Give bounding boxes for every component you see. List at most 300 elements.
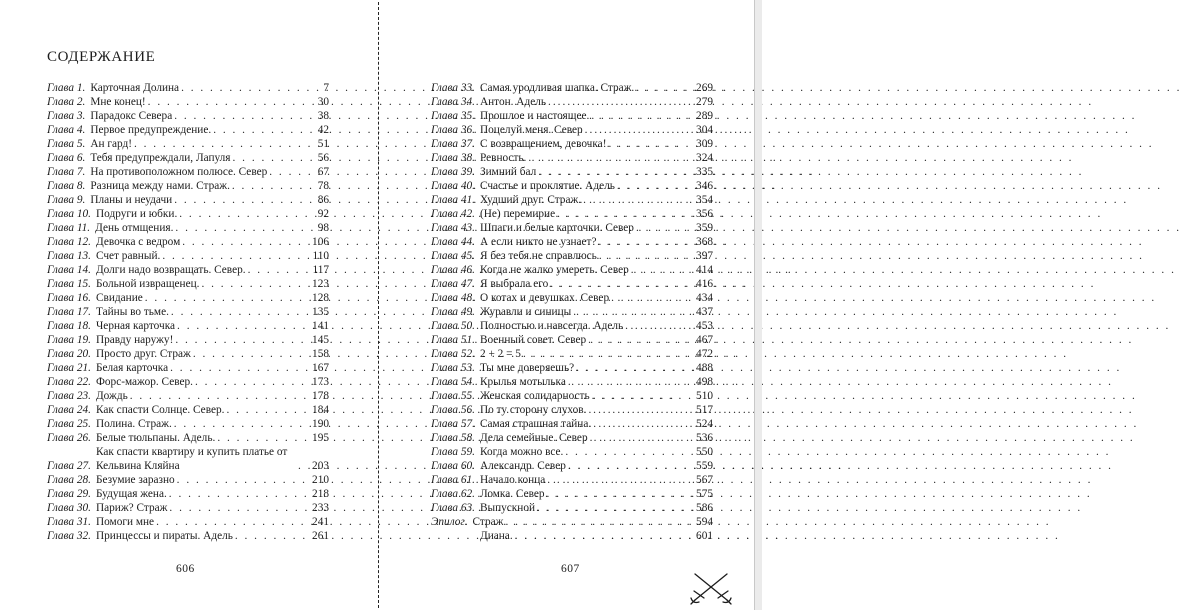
chapter-page: 498 — [696, 376, 713, 388]
chapter-title: Счастье и проклятие. Адель — [479, 180, 615, 192]
chapter-page: 517 — [696, 404, 713, 416]
chapter-number: Глава 20. — [47, 348, 91, 360]
chapter-number: Глава 63. — [431, 502, 475, 514]
chapter-number: Глава 43. — [431, 222, 475, 234]
chapter-title: Просто друг. Страж — [95, 348, 191, 360]
toc-entry — [47, 431, 329, 445]
toc-entry — [431, 193, 713, 207]
dot-leader — [535, 501, 696, 515]
chapter-title: Девочка с ведром — [95, 236, 181, 248]
chapter-page: 92 — [317, 208, 329, 220]
chapter-number: Глава 25. — [47, 418, 91, 430]
toc-entry — [431, 375, 713, 389]
page-number-left: 606 — [176, 563, 195, 575]
chapter-title: Дождь — [95, 390, 128, 402]
chapter-title: Париж? Страж — [95, 502, 168, 514]
chapter-page: 78 — [317, 180, 329, 192]
right-page — [380, 0, 754, 610]
toc-entry — [431, 459, 713, 473]
toc-entry — [47, 333, 329, 347]
chapter-number: Глава 51. — [431, 334, 475, 346]
chapter-page: 135 — [312, 306, 329, 318]
chapter-number: Глава 39. — [431, 166, 475, 178]
chapter-title: Планы и неудачи — [90, 194, 173, 206]
chapter-title: Принцессы и пираты. Адель — [95, 530, 233, 542]
dot-leader — [629, 263, 696, 277]
chapter-number: Глава 55. — [431, 390, 475, 402]
dot-leader — [588, 431, 696, 445]
dot-leader — [589, 109, 696, 123]
chapter-title: Мне конец! — [90, 96, 146, 108]
chapter-title: Начало конца — [479, 474, 546, 486]
chapter-title: Счет равный. — [95, 250, 161, 262]
chapter-page: 309 — [696, 138, 713, 150]
toc-entry — [431, 445, 713, 459]
chapter-number: Глава 50. — [431, 320, 475, 332]
toc-entry — [47, 389, 329, 403]
toc-entry — [431, 529, 713, 543]
chapter-title: Я без тебя не справлюсь — [479, 250, 597, 262]
chapter-number: Глава 49. — [431, 306, 475, 318]
chapter-page: 158 — [312, 348, 329, 360]
chapter-number: Глава 29. — [47, 488, 91, 500]
chapter-title: Военный совет. Север — [479, 334, 587, 346]
chapter-page: 324 — [696, 152, 713, 164]
toc-entry — [431, 487, 713, 501]
dot-leader — [146, 95, 318, 109]
chapter-number: Глава 45. — [431, 250, 475, 262]
chapter-page: 359 — [696, 222, 713, 234]
toc-entry — [431, 431, 713, 445]
chapter-number: Глава 18. — [47, 320, 91, 332]
dot-leader — [566, 459, 696, 473]
toc-entry — [47, 123, 329, 137]
chapter-page: 190 — [312, 418, 329, 430]
chapter-number: Глава 30. — [47, 502, 91, 514]
chapter-page: 106 — [312, 236, 329, 248]
chapter-page: 472 — [696, 348, 713, 360]
toc-entry — [47, 165, 329, 179]
toc-entry — [431, 109, 713, 123]
chapter-number: Глава 23. — [47, 390, 91, 402]
chapter-title: Парадокс Севера — [90, 110, 173, 122]
chapter-page: 559 — [696, 460, 713, 472]
chapter-title: Ломка. Север — [479, 488, 545, 500]
chapter-page: 203 — [312, 460, 329, 472]
chapter-number: Глава 31. — [47, 516, 91, 528]
toc-entry — [47, 137, 329, 151]
chapter-number: Глава 3. — [47, 110, 86, 122]
toc-entry — [47, 95, 329, 109]
toc-entry — [47, 81, 329, 95]
chapter-number: Глава 8. — [47, 180, 86, 192]
chapter-page: 7 — [323, 82, 329, 94]
toc-entry — [47, 277, 329, 291]
toc-entry — [47, 151, 329, 165]
chapter-number: Глава 11. — [47, 222, 91, 234]
chapter-number: Глава 14. — [47, 264, 91, 276]
chapter-number: Глава 4. — [47, 124, 86, 136]
toc-entry — [47, 221, 329, 235]
chapter-number: Глава 47. — [431, 278, 475, 290]
chapter-title: Поцелуй меня. Север — [479, 124, 583, 136]
chapter-number: Глава 1. — [47, 82, 86, 94]
toc-entry — [47, 291, 329, 305]
toc-entry — [47, 403, 329, 417]
toc-entry — [431, 137, 713, 151]
chapter-page: 241 — [312, 516, 329, 528]
chapter-title: Дела семейные. Север — [479, 432, 588, 444]
toc-entry — [431, 235, 713, 249]
dot-leader — [634, 221, 696, 235]
chapter-page: 98 — [317, 222, 329, 234]
chapter-title: (Не) перемирие — [479, 208, 556, 220]
chapter-page: 488 — [696, 362, 713, 374]
toc-entry — [47, 501, 329, 515]
chapter-title: Антон. Адель — [479, 96, 547, 108]
chapter-title: Карточная Долина — [90, 82, 180, 94]
dot-leader — [606, 137, 696, 151]
chapter-title: Ревность. — [479, 152, 527, 164]
toc-entry — [47, 193, 329, 207]
toc-list-left — [47, 81, 329, 543]
toc-entry — [47, 473, 329, 487]
chapter-page: 467 — [696, 334, 713, 346]
chapter-page: 434 — [696, 292, 713, 304]
toc-entry — [47, 319, 329, 333]
dot-leader — [591, 417, 696, 431]
chapter-title: А если никто не узнает? — [479, 236, 597, 248]
toc-entry — [431, 333, 713, 347]
chapter-title: Диана. — [480, 530, 513, 542]
chapter-page: 110 — [312, 250, 329, 262]
chapter-title: Полина. Страж. — [95, 418, 172, 430]
dot-leader — [230, 179, 318, 193]
chapter-title: Свидание — [95, 292, 143, 304]
chapter-number: Глава 24. — [47, 404, 91, 416]
chapter-title: Черная карточка — [95, 320, 176, 332]
chapter-title: Самая страшная тайна. — [479, 418, 592, 430]
dot-leader — [233, 529, 312, 543]
page-edge — [754, 0, 762, 610]
chapter-title: Подруги и юбки. — [95, 208, 178, 220]
toc-entry — [431, 207, 713, 221]
dot-leader — [173, 333, 312, 347]
dot-leader — [574, 361, 696, 375]
chapter-number: Глава 61. — [431, 474, 475, 486]
toc-entry — [47, 417, 329, 431]
dot-leader — [211, 123, 318, 137]
dot-leader — [513, 529, 696, 543]
chapter-title: Когда можно все. — [479, 446, 564, 458]
dot-leader — [623, 319, 696, 333]
chapter-number: Глава 26. — [47, 432, 91, 444]
chapter-number: Глава 17. — [47, 306, 91, 318]
dot-leader — [154, 515, 312, 529]
chapter-number: Глава 15. — [47, 278, 91, 290]
dot-leader — [246, 263, 313, 277]
dot-leader — [215, 431, 312, 445]
toc-entry — [431, 305, 713, 319]
chapter-title: Правду наружу! — [95, 334, 174, 346]
chapter-page: 335 — [696, 166, 713, 178]
dot-leader — [177, 207, 317, 221]
toc-entry — [431, 361, 713, 375]
toc-list-right — [431, 81, 713, 543]
chapter-page: 453 — [696, 320, 713, 332]
toc-entry — [431, 151, 713, 165]
chapter-number: Глава 40. — [431, 180, 475, 192]
chapter-number: Глава 19. — [47, 334, 91, 346]
chapter-title: О котах и девушках. Север — [479, 292, 610, 304]
toc-entry — [431, 417, 713, 431]
toc-entry — [47, 263, 329, 277]
dot-leader — [586, 403, 696, 417]
chapter-number: Глава 46. — [431, 264, 475, 276]
chapter-number: Глава 53. — [431, 362, 475, 374]
toc-entry — [47, 445, 329, 473]
dot-leader — [168, 361, 312, 375]
chapter-title: По ту сторону слухов. — [479, 404, 587, 416]
chapter-page: 210 — [312, 474, 329, 486]
dot-leader — [581, 193, 696, 207]
dot-leader — [132, 137, 318, 151]
dot-leader — [609, 291, 696, 305]
toc-entry — [431, 501, 713, 515]
toc-entry — [47, 249, 329, 263]
toc-entry — [47, 361, 329, 375]
toc-entry — [431, 319, 713, 333]
chapter-number: Глава 21. — [47, 362, 91, 374]
chapter-number: Глава 32. — [47, 530, 91, 542]
dot-leader — [179, 81, 323, 95]
chapter-page: 279 — [696, 96, 713, 108]
chapter-number: Глава 33. — [431, 82, 475, 94]
chapter-page: 567 — [696, 474, 713, 486]
chapter-number: Глава 52. — [431, 348, 475, 360]
chapter-number: Глава 5. — [47, 138, 86, 150]
toc-entry — [47, 109, 329, 123]
chapter-page: 167 — [312, 362, 329, 374]
chapter-page: 38 — [317, 110, 329, 122]
chapter-page: 550 — [696, 446, 713, 458]
chapter-number: Глава 10. — [47, 208, 91, 220]
chapter-page: 67 — [317, 166, 329, 178]
dot-leader — [536, 165, 696, 179]
chapter-page: 601 — [696, 530, 713, 542]
chapter-number: Глава 44. — [431, 236, 475, 248]
chapter-number: Глава 36. — [431, 124, 475, 136]
chapter-page: 269 — [696, 82, 713, 94]
chapter-page: 289 — [696, 110, 713, 122]
chapter-page: 536 — [696, 432, 713, 444]
dot-leader — [180, 235, 312, 249]
chapter-number: Глава 62. — [431, 488, 475, 500]
chapter-page: 123 — [312, 278, 329, 290]
chapter-number: Глава 54. — [431, 376, 475, 388]
dot-leader — [545, 473, 696, 487]
chapter-page: 184 — [312, 404, 329, 416]
page-divider — [378, 2, 379, 608]
toc-entry — [431, 221, 713, 235]
toc-entry — [431, 263, 713, 277]
chapter-title: Как спасти квартиру и купить платье от Кельвина Кляйна — [95, 446, 288, 472]
chapter-number: Глава 41. — [431, 194, 475, 206]
chapter-page: 30 — [317, 96, 329, 108]
chapter-page: 173 — [312, 376, 329, 388]
chapter-number: Глава 12. — [47, 236, 91, 248]
chapter-number: Глава 22. — [47, 376, 91, 388]
dot-leader — [597, 249, 696, 263]
toc-entry — [431, 389, 713, 403]
chapter-page: 218 — [312, 488, 329, 500]
chapter-page: 354 — [696, 194, 713, 206]
chapter-title: На противоположном полюсе. Север — [90, 166, 268, 178]
dot-leader — [563, 445, 696, 459]
dot-leader — [555, 207, 696, 221]
dot-leader — [566, 375, 696, 389]
chapter-title: Будущая жена. — [95, 488, 167, 500]
dot-leader — [590, 389, 696, 403]
chapter-title: 2 + 2 = 5 — [479, 348, 521, 360]
chapter-title: Александр. Север — [479, 460, 566, 472]
dot-leader — [634, 81, 696, 95]
chapter-page: 141 — [312, 320, 329, 332]
dot-leader — [231, 151, 318, 165]
chapter-page: 261 — [312, 530, 329, 542]
chapter-number: Глава 7. — [47, 166, 86, 178]
dot-leader — [296, 459, 312, 473]
dot-leader — [193, 375, 312, 389]
chapter-number: Глава 27. — [47, 460, 91, 472]
chapter-number: Глава 16. — [47, 292, 91, 304]
dot-leader — [199, 277, 312, 291]
dot-leader — [169, 305, 312, 319]
chapter-title: Выпускной — [479, 502, 536, 514]
toc-entry — [47, 179, 329, 193]
chapter-number: Глава 37. — [431, 138, 475, 150]
chapter-number: Глава 38. — [431, 152, 475, 164]
dot-leader — [175, 473, 312, 487]
page-number-right: 607 — [561, 563, 580, 575]
dot-leader — [191, 347, 312, 361]
dot-leader — [586, 333, 696, 347]
chapter-title: Ты мне доверяешь? — [479, 362, 575, 374]
toc-entry — [47, 487, 329, 501]
chapter-title: Страж — [472, 516, 504, 528]
chapter-page: 437 — [696, 306, 713, 318]
chapter-number: Глава 35. — [431, 110, 475, 122]
chapter-page: 42 — [317, 124, 329, 136]
chapter-title: Белые тюльпаны. Адель. — [95, 432, 216, 444]
chapter-title: Полностью и навсегда. Адель — [479, 320, 624, 332]
chapter-title: Белая карточка — [95, 362, 169, 374]
chapter-title: Помоги мне — [95, 516, 155, 528]
chapter-page: 304 — [696, 124, 713, 136]
chapter-title: С возвращением, девочка! — [479, 138, 607, 150]
chapter-number: Глава 48. — [431, 292, 475, 304]
chapter-title: Как спасти Солнце. Север. — [95, 404, 225, 416]
toc-entry — [47, 529, 329, 543]
chapter-page: 575 — [696, 488, 713, 500]
chapter-title: Разница между нами. Страж. — [90, 180, 230, 192]
dot-leader — [175, 319, 312, 333]
chapter-title: Тебя предупреждали, Лапуля — [90, 152, 231, 164]
chapter-page: 414 — [696, 264, 713, 276]
chapter-title: Самая уродливая шапка. Страж. — [479, 82, 635, 94]
chapter-number: Эпилог. — [431, 516, 468, 528]
toc-entry — [431, 291, 713, 305]
chapter-title: Женская солидарность — [479, 390, 590, 402]
chapter-title: Долги надо возвращать. Север. — [95, 264, 246, 276]
chapter-page: 594 — [696, 516, 713, 528]
chapter-number: Глава 60. — [431, 460, 475, 472]
toc-entry — [431, 249, 713, 263]
toc-entry — [47, 207, 329, 221]
chapter-page: 117 — [312, 264, 329, 276]
chapter-page: 368 — [696, 236, 713, 248]
toc-entry — [431, 403, 713, 417]
chapter-number: Глава 6. — [47, 152, 86, 164]
dot-leader — [172, 109, 317, 123]
chapter-title: Шпаги и белые карточки. Север — [479, 222, 634, 234]
chapter-page: 397 — [696, 250, 713, 262]
chapter-number: Глава 9. — [47, 194, 86, 206]
chapter-title: Зимний бал — [479, 166, 537, 178]
toc-entry — [47, 235, 329, 249]
chapter-number: Глава 34. — [431, 96, 475, 108]
dot-leader — [172, 193, 317, 207]
crossed-swords-icon — [683, 572, 739, 606]
chapter-page: 586 — [696, 502, 713, 514]
chapter-page: 524 — [696, 418, 713, 430]
left-page — [0, 0, 379, 610]
chapter-title: Я выбрала его — [479, 278, 549, 290]
chapter-page: 346 — [696, 180, 713, 192]
chapter-title: Первое предупреждение. — [90, 124, 212, 136]
toc-entry — [431, 123, 713, 137]
toc-entry — [47, 375, 329, 389]
chapter-number: Глава 56. — [431, 404, 475, 416]
dot-leader — [548, 277, 696, 291]
toc-entry — [431, 515, 713, 529]
chapter-title: Прошлое и настоящее. — [479, 110, 590, 122]
dot-leader — [615, 179, 696, 193]
toc-entry — [47, 347, 329, 361]
chapter-title: Больной извращенец. — [95, 278, 200, 290]
chapter-title: Форс-мажор. Север. — [95, 376, 193, 388]
chapter-page: 56 — [317, 152, 329, 164]
dot-leader — [143, 291, 312, 305]
chapter-page: 128 — [312, 292, 329, 304]
chapter-page: 178 — [312, 390, 329, 402]
chapter-number: Глава 42. — [431, 208, 475, 220]
dot-leader — [545, 487, 697, 501]
dot-leader — [267, 165, 317, 179]
chapter-title: Крылья мотылька — [479, 376, 566, 388]
chapter-page: 51 — [317, 138, 329, 150]
toc-entry — [431, 347, 713, 361]
chapter-page: 416 — [696, 278, 713, 290]
chapter-title: Тайны во тьме. — [95, 306, 169, 318]
chapter-number: Глава 13. — [47, 250, 91, 262]
dot-leader — [128, 389, 312, 403]
toc-entry — [431, 81, 713, 95]
dot-leader — [546, 95, 696, 109]
chapter-number: Глава 28. — [47, 474, 91, 486]
toc-title: СОДЕРЖАНИЕ — [47, 49, 156, 65]
chapter-page: 233 — [312, 502, 329, 514]
